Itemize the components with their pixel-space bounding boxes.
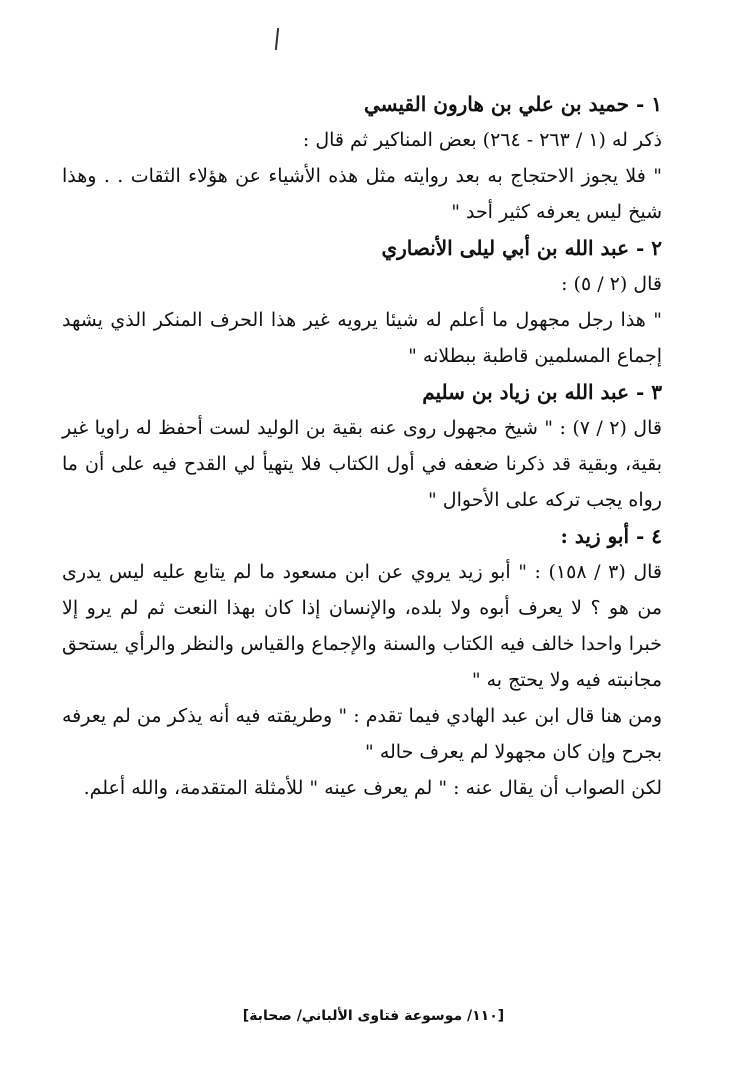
entry-intro: قال (٢ / ٥) : (561, 273, 662, 295)
closing-paragraph-2: لكن الصواب أن يقال عنه : " لم يعرف عينه " للأمثلة المتقدمة، والله أعلم. (83, 777, 662, 799)
entry-quote: " فلا يجوز الاحتجاج به بعد روايته مثل هذه الأشياء عن هؤلاء الثقات . . وهذا شيخ ليس يعرفه كثير أحد " (62, 165, 662, 223)
margin-mark (275, 28, 279, 50)
entry-4 (62, 518, 662, 698)
entry-heading: ٢ - عبد الله بن أبي ليلى الأنصاري (381, 236, 662, 260)
entry-2 (62, 230, 662, 374)
entry-3 (62, 374, 662, 518)
entry-quote: قال (٢ / ٧) : " شيخ مجهول روى عنه بقية بن الوليد لست أحفظ له راويا غير بقية، وبقية قد ذكرنا ضعفه في أول الكتاب فلا يتهيأ لي القدح فيه على أن ما رواه يجب تركه على الأحوال " (62, 417, 662, 511)
entry-heading: ٣ - عبد الله بن زياد بن سليم (422, 380, 662, 404)
entry-1 (62, 86, 662, 230)
entry-quote: قال (٣ / ١٥٨) : " أبو زيد يروي عن ابن مسعود ما لم يتابع عليه ليس يدرى من هو ؟ لا يعرف أبوه ولا بلده، والإنسان إذا كان بهذا النعت ثم لم يرو إلا خبرا واحدا خالف فيه الكتاب والسنة والإجماع والقياس والنظر والرأي يستحق مجانبته فيه ولا يحتج به " (62, 561, 662, 691)
entry-heading: ٤ - أبو زيد : (560, 524, 662, 548)
closing-paragraph-1: ومن هنا قال ابن عبد الهادي فيما تقدم : " وطريقته فيه أنه يذكر من لم يعرفه بجرح وإن كان مجهولا لم يعرف حاله " (62, 705, 662, 763)
entry-heading: ١ - حميد بن علي بن هارون القيسي (363, 92, 662, 116)
page-footer: [١١٠/ موسوعة فتاوى الألباني/ صحابة] (242, 1008, 505, 1024)
content (62, 86, 662, 806)
closing (62, 698, 662, 806)
entry-quote: " هذا رجل مجهول ما أعلم له شيئا يرويه غير هذا الحرف المنكر الذي يشهد إجماع المسلمين قاطبة ببطلانه " (62, 309, 662, 367)
entry-intro: ذكر له (١ / ٢٦٣ - ٢٦٤) بعض المناكير ثم قال : (302, 129, 662, 151)
